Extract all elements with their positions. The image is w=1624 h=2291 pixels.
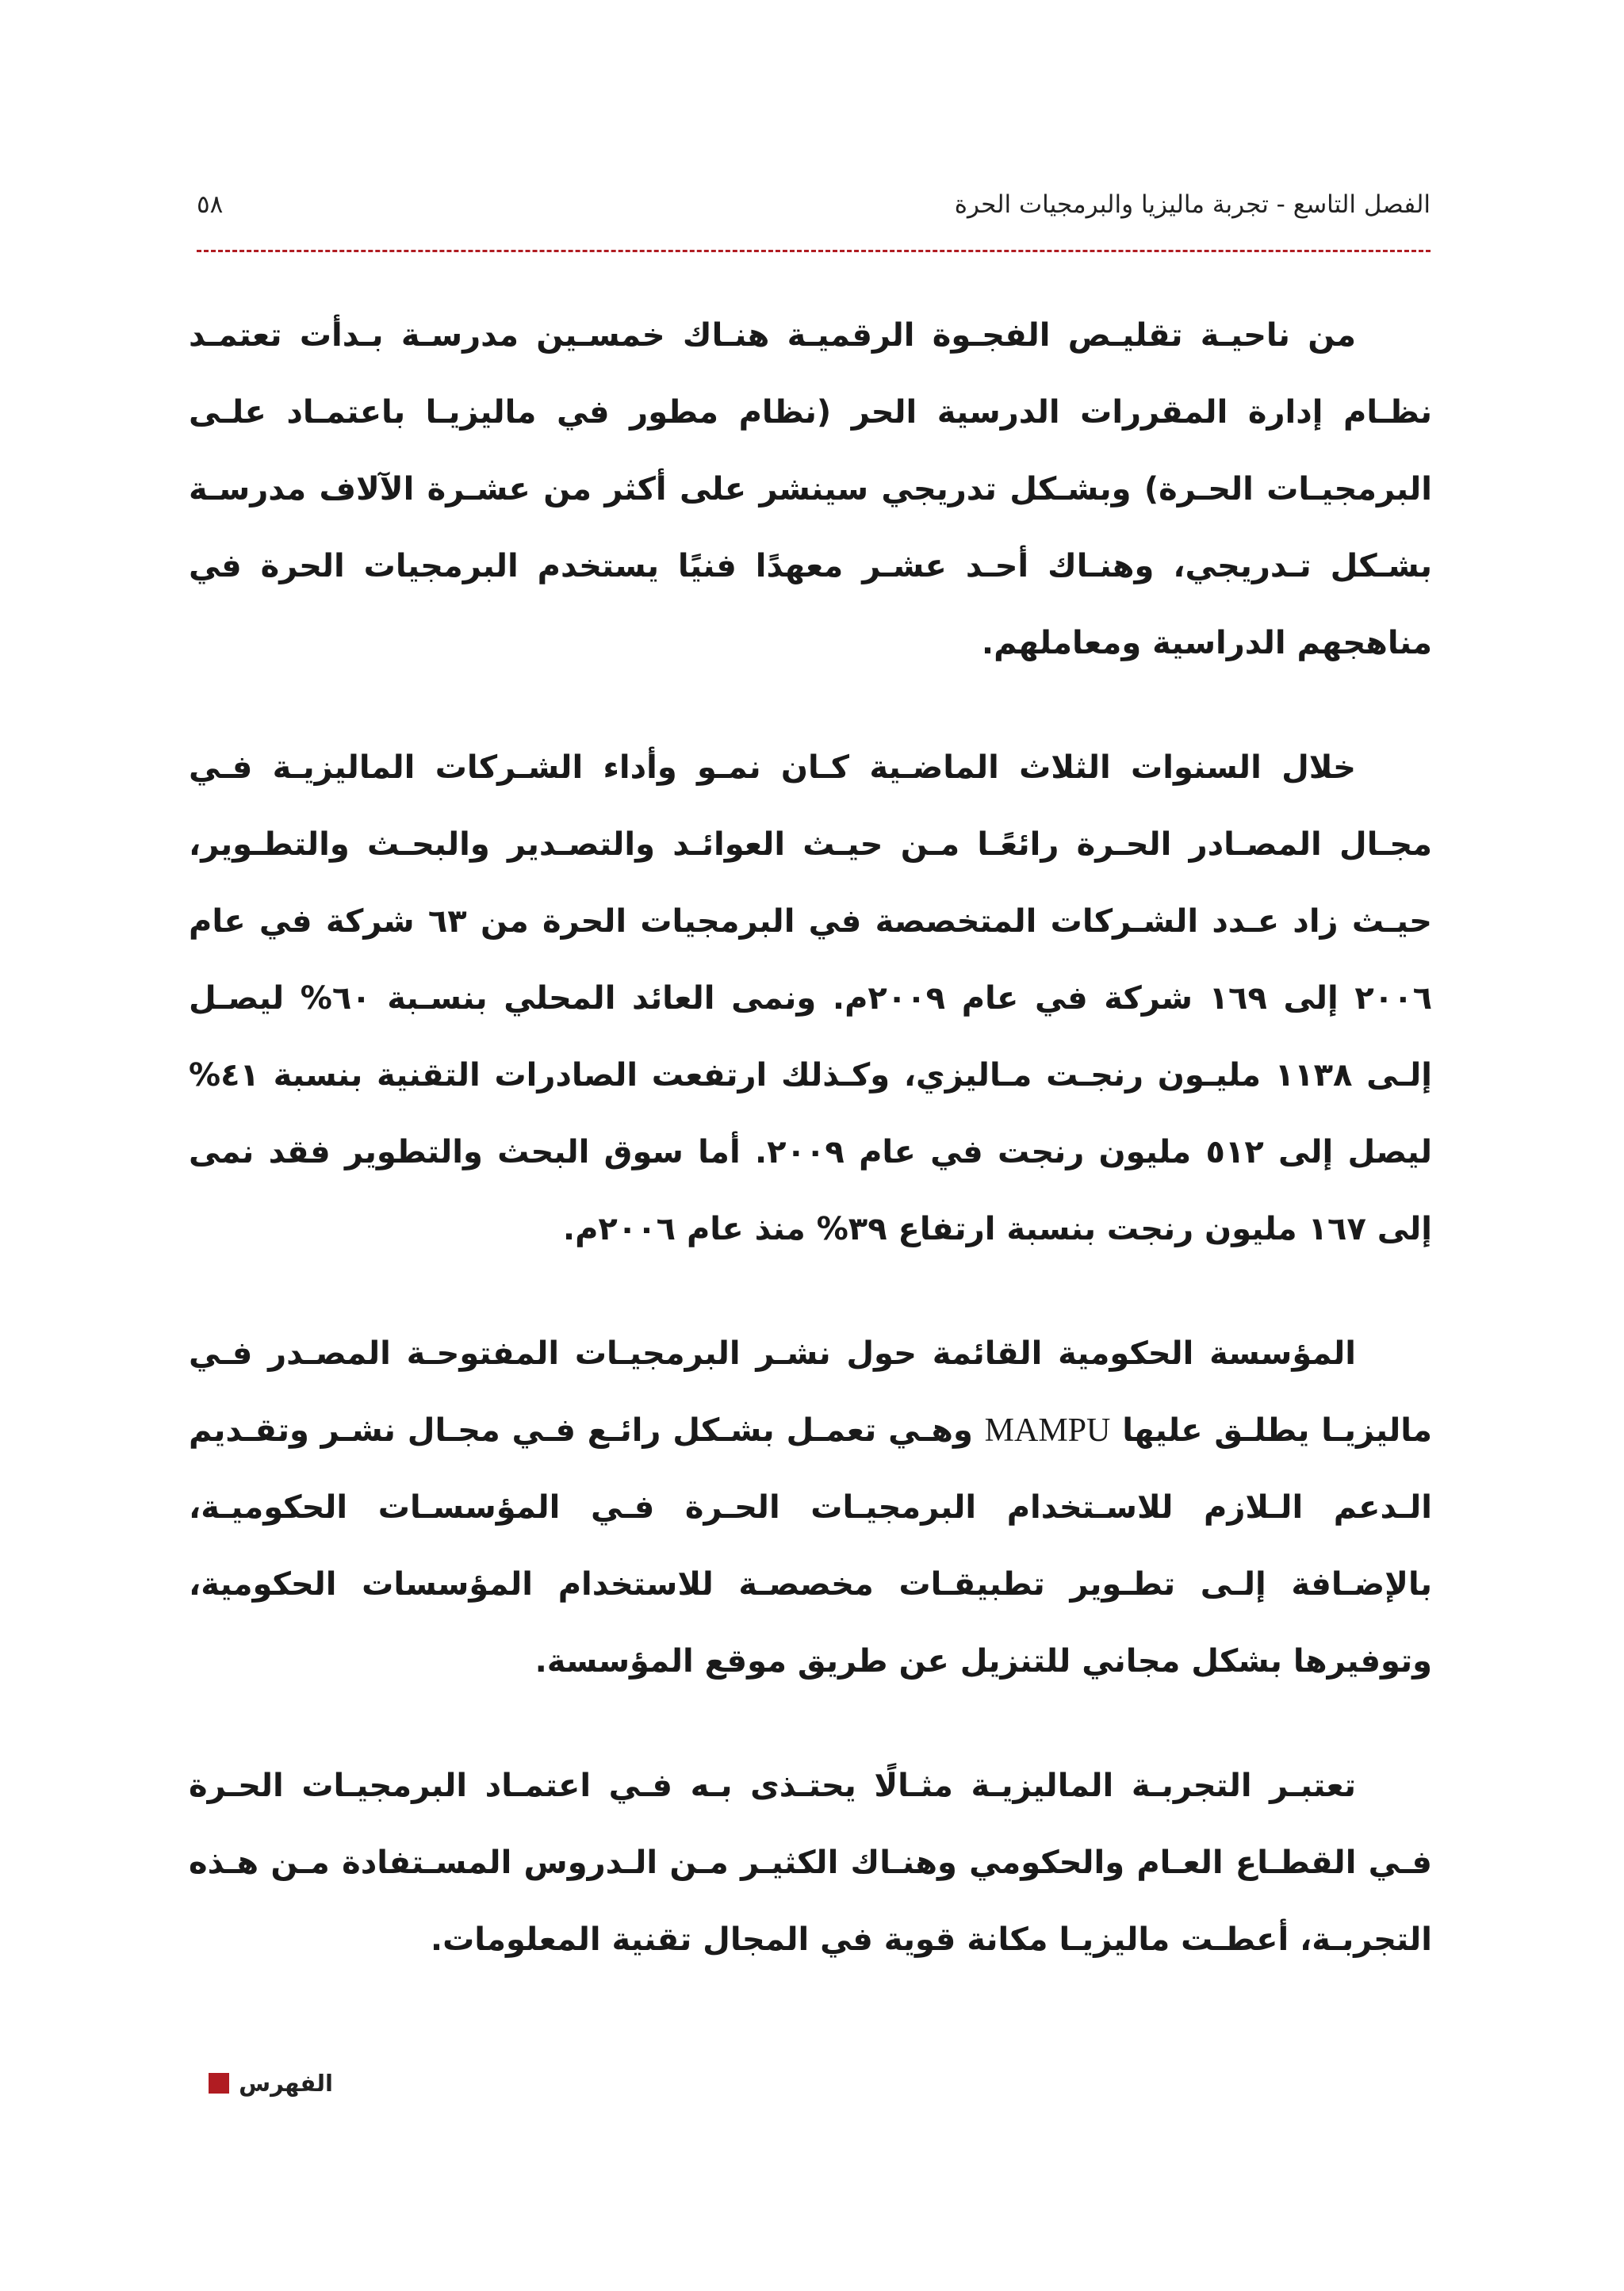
paragraph-mampu bbox=[189, 1316, 1432, 1700]
body-text bbox=[189, 297, 1432, 2026]
paragraph-digital-gap: من ناحيـة تقليـص الفجـوة الرقميـة هنـاك خمسـين مدرسـة بـدأت تعتمـد نظـام إدارة المقررات الدرسية الحر (نظام مطور في ماليزيـا باعتمـاد علـى البرمجيـات الحـرة) وبشـكل تدريجي سينشر على أكثر من عشـرة الآلاف مدرسـة بشـكل تـدريجي، وهنـاك أحـد عشـر معهدًا فنيًا يستخدم البرمجيات الحرة في مناهجهم الدراسية ومعاملهم. bbox=[189, 317, 1432, 661]
mampu-intro: المؤسسة الحكومية القائمة حول نشـر البرمجيـات المفتوحـة المصـدر فـي ماليزيـا يطلـق عليها bbox=[189, 1335, 1432, 1449]
page-number: ٥٨ bbox=[197, 190, 224, 219]
red-square-icon bbox=[209, 2073, 229, 2094]
page-header bbox=[197, 182, 1431, 230]
header-divider bbox=[197, 250, 1431, 252]
index-link[interactable] bbox=[209, 2070, 333, 2097]
paragraph-conclusion: تعتبـر التجربـة الماليزيـة مثـالًا يحتـذى بـه فـي اعتمـاد البرمجيـات الحـرة فـي القطـاع العـام والحكومي وهنـاك الكثيـر مـن الـدروس المسـتفادة مـن هـذه التجربـة، أعطـت ماليزيـا مكانة قوية في المجال تقنية المعلومات. bbox=[189, 1768, 1432, 1958]
mampu-acronym: MAMPU bbox=[984, 1412, 1111, 1449]
index-label[interactable]: الفهرس bbox=[239, 2070, 333, 2097]
chapter-title: الفصل التاسع - تجربة ماليزيا والبرمجيات الحرة bbox=[954, 190, 1431, 219]
mampu-description: وهـي تعمـل بشـكل رائـع فـي مجـال نشـر وتقـديم الـدعم الـلازم للاسـتخدام البرمجيـات الحـرة فـي المؤسسـات الحكوميـة، بالإضـافة إلـى تطـوير تطبيقـات مخصصـة للاستخدام المؤسسات الحكومية، وتوفيرها بشكل مجاني للتنزيل عن طريق موقع المؤسسة. bbox=[189, 1412, 1432, 1680]
paragraph-companies-growth: خلال السنوات الثلاث الماضـية كـان نمـو وأداء الشـركات الماليزيـة فـي مجـال المصـادر الحـرة رائعًـا مـن حيـث العوائـد والتصـدير والبحـث والتطـوير، حيـث زاد عـدد الشـركات المتخصصة في البرمجيات الحرة من ٦٣ شركة في عام ٢٠٠٦ إلى ١٦٩ شركة في عام ٢٠٠٩م. ونمى العائد المحلي بنسـبة ٦٠% ليصـل إلـى ١١٣٨ مليـون رنجـت مـاليزي، وكـذلك ارتفعت الصادرات التقنية بنسبة ٤١% ليصل إلى ٥١٢ مليون رنجت في عام ٢٠٠٩. أما سوق البحث والتطوير فقد نمى إلى ١٦٧ مليون رنجت بنسبة ارتفاع ٣٩% منذ عام ٢٠٠٦م. bbox=[189, 749, 1432, 1247]
